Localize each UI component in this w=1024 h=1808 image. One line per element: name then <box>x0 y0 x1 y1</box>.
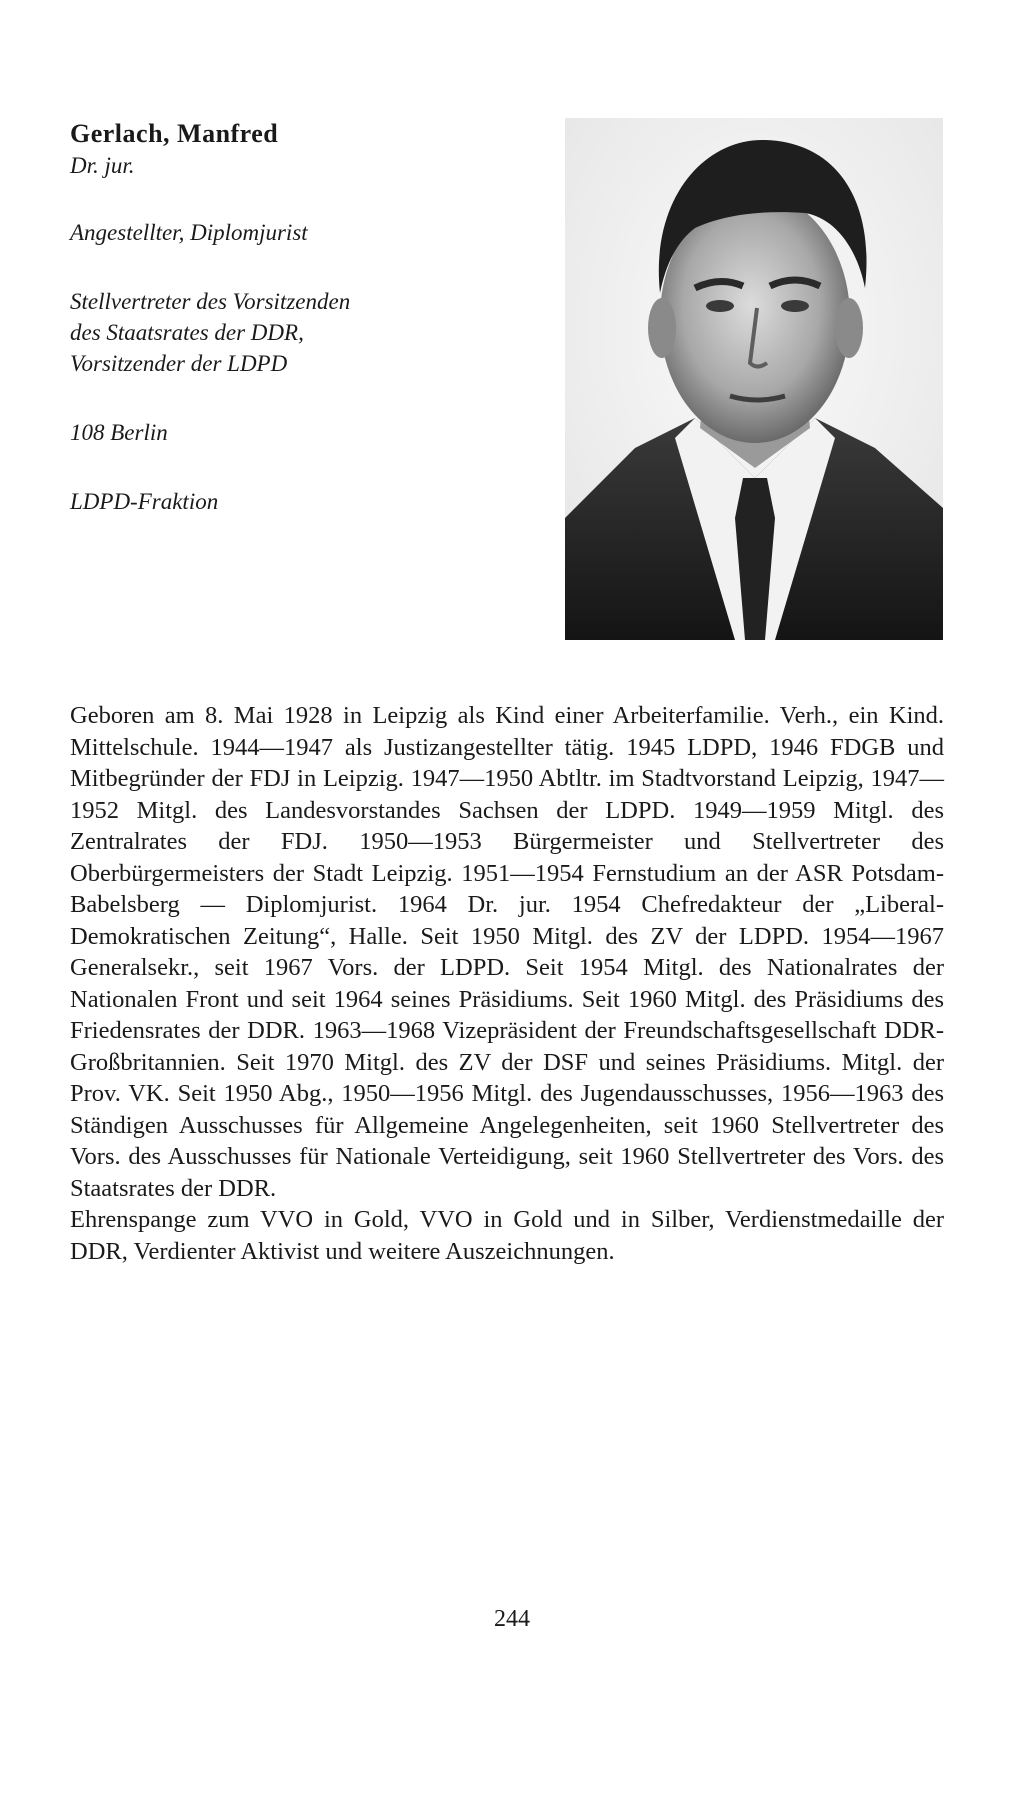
position-line: des Staatsrates der DDR, <box>70 320 304 345</box>
position-line: Vorsitzender der LDPD <box>70 351 288 376</box>
faction: LDPD-Fraktion <box>70 489 219 514</box>
biography-paragraph: Ehrenspange zum VVO in Gold, VVO in Gold und in Silber, Verdienstmedaille der DDR, Verdienter Aktivist und weitere Auszeichnungen. <box>70 1206 944 1265</box>
person-name: Gerlach, Manfred <box>70 119 279 148</box>
positions-block <box>70 286 540 379</box>
position-line: Stellvertreter des Vorsitzenden <box>70 289 351 314</box>
biography-paragraph: Geboren am 8. Mai 1928 in Leipzig als Kind einer Arbeiterfamilie. Verh., ein Kind. Mittelschule. 1944—1947 als Justizangestellter tätig. 1945 LDPD, 1946 FDGB und Mitbegründer der FDJ in Leipzig. 1947—1950 Abtltr. im Stadtvorstand Leipzig, 1947—1952 Mitgl. des Landesvorstandes Sachsen der LDPD. 1949—1959 Mitgl. des Zentralrates der FDJ. 1950—1953 Bürgermeister und Stellvertreter des Oberbürgermeisters der Stadt Leipzig. 1951—1954 Fernstudium an der ASR Potsdam-Babelsberg — Diplomjurist. 1964 Dr. jur. 1954 Chefredakteur der „Liberal-Demokratischen Zeitung“, Halle. Seit 1950 Mitgl. des ZV der LDPD. 1954—1967 Generalsekr., seit 1967 Vors. der LDPD. Seit 1954 Mitgl. des Nationalrates der Nationalen Front und seit 1964 seines Präsidiums. Seit 1960 Mitgl. des Präsidiums des Friedensrates der DDR. 1963—1968 Vizepräsident der Freundschaftsgesellschaft DDR-Großbritannien. Seit 1970 Mitgl. des ZV der DSF und seines Präsidiums. Mitgl. der Prov. VK. Seit 1950 Abg., 1950—1956 Mitgl. des Jugendausschusses, 1956—1963 des Ständigen Ausschusses für Allgemeine Angelegenheiten, seit 1960 Stellvertreter des Vors. des Ausschusses für Nationale Verteidigung, seit 1960 Stellvertreter des Vors. des Staatsrates der DDR. <box>70 702 944 1202</box>
page-number: 244 <box>494 1606 530 1632</box>
academic-title: Dr. jur. <box>70 153 135 178</box>
address: 108 Berlin <box>70 420 168 445</box>
biography-text <box>70 700 944 1267</box>
portrait-photo <box>565 118 943 640</box>
portrait-icon <box>565 118 943 640</box>
entry-header <box>70 118 540 517</box>
occupation: Angestellter, Diplomjurist <box>70 220 308 245</box>
